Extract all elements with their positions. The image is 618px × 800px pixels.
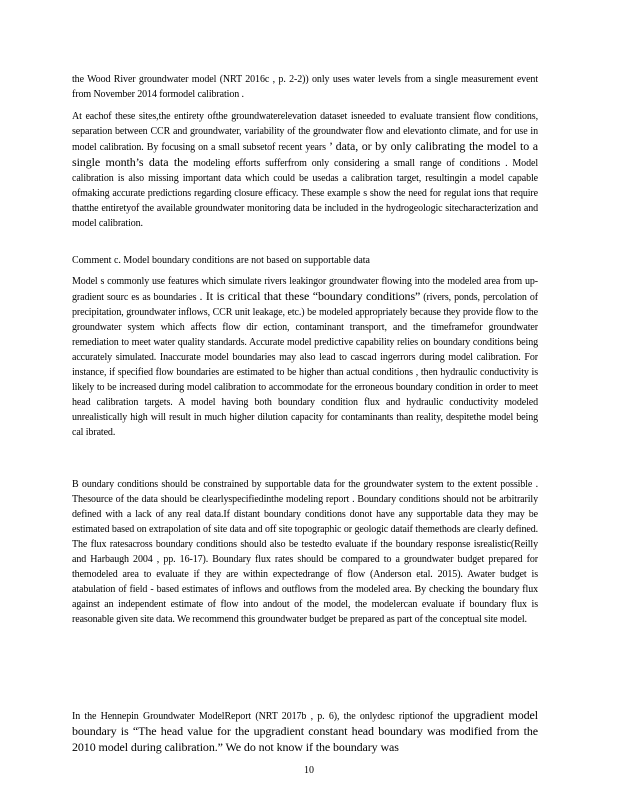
paragraph-text-emphasis: ’ data, or by only calibrating the model to a single month’s data the [72, 139, 538, 169]
comment-heading-text: Comment c. Model boundary conditions are not based on supportable data [72, 255, 370, 266]
paragraph-text-emphasis: . It is critical that these “boundary conditions” [199, 289, 421, 303]
page-number: 10 [304, 765, 314, 776]
paragraph-boundary-constraints [72, 477, 538, 627]
paragraph-text: B oundary conditions should be constrained by supportable data for the groundwater system to the extent possible . Thesource of the data should be clearlyspecifiedinthe modeling report . Boundary conditions should not be arbitrarily defined with a lack of any real data.If distant boundary conditions donot have any supportable data they may be estimated based on extrapolation of site data and off site topographic or geologic dataif themethods are clearly defined. The flux ratesacross boundary conditions should also be testedto evaluate if the boundary response isrealistic(Reilly and Harbaugh 2004 , pp. 16-17). Boundary flux rates should be compared to a groundwater budget prepared for themodeled area to evaluate if they are within expectedrange of flow (Anderson etal. 2015). Awater budget is atabulation of field - based estimates of inflows and outflows from the modeled area. By checking the boundary flux against an independent estimate of flow into andout of the model, the modelercan evaluate if boundary flux is reasonable given site data. We recommend this groundwater budget be prepared as part of the conceptual site model. [72, 479, 538, 625]
paragraph-boundary-features [72, 274, 538, 440]
paragraph-text: Model s commonly use features which simulate rivers leakingor groundwater flowing into the modeled area from up-gradient sourc es as boundaries [72, 276, 538, 303]
paragraph-hennepin-report [72, 708, 538, 756]
paragraph-text: the Wood River groundwater model (NRT 2016c , p. 2-2)) only uses water levels from a single measurement event from November 2014 formodel calibration . [72, 74, 538, 100]
paragraph-text: (rivers, ponds, percolation of precipitation, groundwater inflows, CCR unit leakage, etc.) be modeled appropriately because they provide flow to the groundwater system which affects flow dir ection, contaminant transport, and the timeframefor groundwater remediation to meet water quality standards. Accurate model predictive capability relies on boundary conditions being accurately simulated. Inaccurate model boundaries may also lead to cascad ingerrors during model calibration. For instance, if specified flow boundaries are estimated to be higher than actual conditions , then hydraulic conductivity is likely to be increased during model calibration to accommodate for the erroneous boundary condition in order to meet head calibration targets. A model having both boundary condition flux and hydraulic conductivity modeled unrealistically high will result in much higher dilution capacity for contaminants than reality, despitethe model being cal ibrated. [72, 292, 538, 438]
paragraph-text-emphasis: upgradient model boundary is “The head value for the upgradient constant head boundary was modified from the 2010 model during calibration.” We do not know if the boundary was [72, 708, 538, 754]
paragraph-text: modeling efforts sufferfrom only considering a small range of conditions . Model calibration is also missing important data which could be usedas a calibration target, resultingin a model capable ofmaking accurate predictions regarding closure efficacy. These example s show the need for regulat ions that require thatthe entiretyof the available groundwater monitoring data be included in the hydrogeologic sitecharacterization and model calibration. [72, 158, 538, 229]
comment-heading [72, 253, 538, 268]
paragraph-text: At eachof these sites,the entirety ofthe groundwaterelevation dataset isneeded to evaluate transient flow conditions, separation between CCR and groundwater, variability of the groundwater flow and elevationto climate, and for use in model calibration. By focusing on a small subsetof recent years [72, 111, 538, 153]
paragraph-wood-river [72, 72, 538, 102]
paragraph-groundwater-elevation-dataset [72, 109, 538, 231]
paragraph-text: In the Hennepin Groundwater ModelReport (NRT 2017b , p. 6), the onlydesc riptionof the [72, 711, 454, 722]
